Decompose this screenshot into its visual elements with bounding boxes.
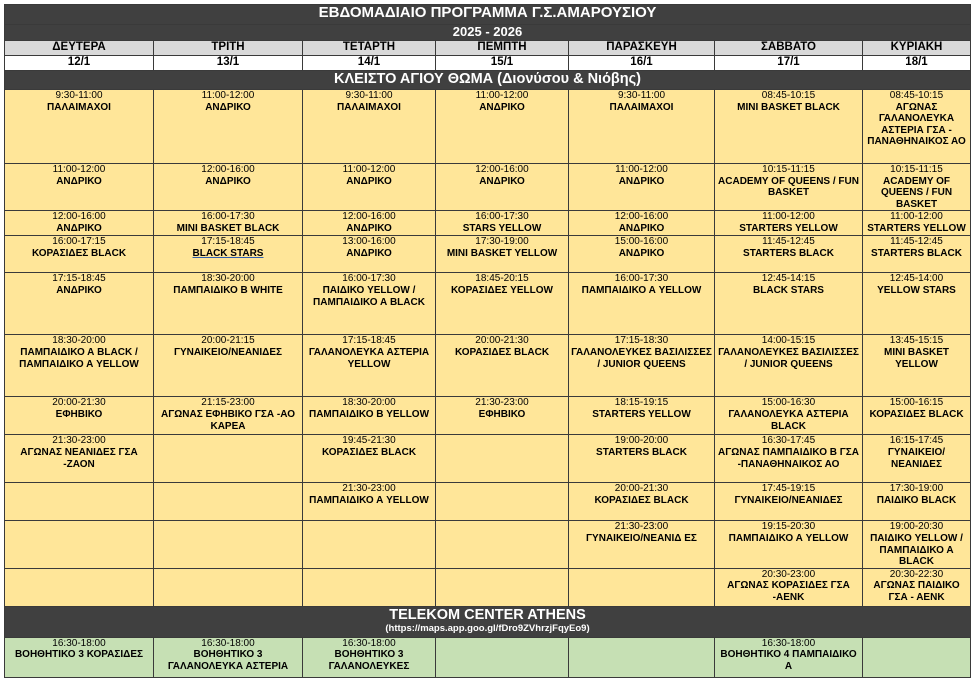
session-team: ΑΝΔΡΙΚΟ — [479, 101, 525, 113]
schedule-cell — [154, 90, 303, 164]
schedule-cell — [715, 568, 863, 606]
session-team: ΑΝΔΡΙΚΟ — [205, 175, 251, 187]
session-time: 11:00-12:00 — [890, 211, 943, 223]
schedule-cell — [569, 568, 715, 606]
schedule-cell — [569, 273, 715, 335]
session-time: 08:45-10:15 — [761, 90, 816, 101]
schedule-cell — [5, 273, 154, 335]
session-time: 20:30-22:30 — [889, 568, 944, 580]
venue-header-agios-thomas: ΚΛΕΙΣΤΟ ΑΓΙΟΥ ΘΩΜΑ (Διονύσου & Νιόβης) — [5, 71, 971, 90]
schedule-row — [5, 397, 971, 435]
session-team: ACADEMY OF QUEENS / FUN BASKET — [718, 175, 859, 199]
session-time: 16:00-17:15 — [52, 236, 106, 248]
session-time: 16:00-17:30 — [201, 211, 255, 223]
session-time: 12:00-16:00 — [614, 211, 669, 223]
schedule-cell — [154, 164, 303, 211]
session-team: STARTERS YELLOW — [592, 408, 691, 420]
session-team: ΓΥΝΑΙΚΕΙΟ/ΝΕΑΝΙΔΕΣ — [173, 346, 283, 358]
session-time: 16:15-17:45 — [889, 435, 944, 447]
schedule-cell — [569, 236, 715, 273]
session-team: STARTERS BLACK — [871, 247, 962, 259]
day-header: ΤΕΤΑΡΤΗ — [303, 41, 436, 56]
session-team: ΑΝΔΡΙΚΟ — [205, 101, 251, 113]
session-team: ΓΑΛΑΝΟΛΕΥΚΑ ΑΣΤΕΡΙΑ YELLOW — [308, 346, 430, 370]
schedule-cell — [569, 521, 715, 568]
session-team: ΠΑΛΑΙΜΑΧΟΙ — [337, 101, 401, 113]
session-team: ΠΑΜΠΑΙΔΙΚΟ Α YELLOW — [581, 284, 702, 296]
session-time: 11:00-12:00 — [52, 164, 106, 175]
session-team: ΓΑΛΑΝΟΛΕΥΚΑ ΑΣΤΕΡΙΑ BLACK — [728, 408, 849, 432]
session-team: ΑΝΔΡΙΚΟ — [346, 222, 392, 234]
schedule-cell — [154, 236, 303, 273]
session-time: 18:15-19:15 — [614, 397, 669, 409]
session-team: ΑΝΔΡΙΚΟ — [56, 222, 102, 234]
session-time: 16:30-18:00 — [342, 637, 396, 649]
session-team: ΒΟΗΘΗΤΙΚΟ 3 ΓΑΛΑΝΟΛΕΥΚΑ ΑΣΤΕΡΙΑ — [167, 649, 289, 672]
schedule-row — [5, 273, 971, 335]
session-time: 19:00-20:00 — [614, 435, 669, 447]
session-team: ΓΑΛΑΝΟΛΕΥΚΕΣ ΒΑΣΙΛΙΣΣΕΣ / JUNIOR QUEENS — [571, 346, 712, 370]
schedule-cell — [154, 335, 303, 397]
session-team: ΑΝΔΡΙΚΟ — [56, 175, 102, 187]
schedule-cell — [715, 236, 863, 273]
session-team: ΓΥΝΑΙΚΕΙΟ/ΝΕΑΝΙΔΕΣ — [887, 446, 946, 470]
schedule-row — [5, 236, 971, 273]
session-team: MINI BASKET YELLOW — [884, 346, 949, 370]
session-time: 21:15-23:00 — [201, 397, 255, 409]
session-team: MINI BASKET BLACK — [176, 222, 280, 234]
session-time: 9:30-11:00 — [617, 90, 666, 101]
session-time: 12:00-16:00 — [342, 211, 396, 223]
session-time: 20:00-21:15 — [201, 335, 255, 347]
schedule-row — [5, 521, 971, 568]
session-time: 18:30-20:00 — [342, 397, 396, 409]
session-time: 21:30-23:00 — [52, 435, 106, 447]
session-team: STARTERS YELLOW — [739, 222, 838, 234]
session-time: 17:15-18:30 — [614, 335, 669, 347]
session-time: 16:30-17:45 — [761, 435, 816, 447]
schedule-cell — [863, 521, 971, 568]
day-header: ΣΑΒΒΑΤΟ — [715, 41, 863, 56]
schedule-cell — [863, 273, 971, 335]
session-time: 20:00-21:30 — [614, 483, 669, 495]
schedule-cell — [5, 90, 154, 164]
session-time: 17:45-19:15 — [761, 483, 816, 495]
schedule-cell — [154, 397, 303, 435]
session-time: 13:45-15:15 — [889, 335, 944, 347]
session-time: 11:00-12:00 — [475, 90, 529, 101]
schedule-cell — [436, 164, 569, 211]
schedule-cell — [303, 521, 436, 568]
schedule-cell — [154, 211, 303, 236]
session-time: 19:15-20:30 — [761, 521, 816, 533]
session-time: 12:45-14:00 — [889, 273, 944, 285]
schedule-row — [5, 164, 971, 211]
session-time: 9:30-11:00 — [345, 90, 393, 101]
schedule-cell — [303, 637, 436, 677]
session-team: ΑΓΩΝΑΣ ΕΦΗΒΙΚΟ ΓΣΑ -ΑΟ ΚΑΡΕΑ — [161, 408, 295, 432]
session-team: ΚΟΡΑΣΙΔΕΣ BLACK — [594, 494, 689, 506]
session-time: 11:00-12:00 — [762, 211, 815, 223]
day-header: ΤΡΙΤΗ — [154, 41, 303, 56]
session-time: 18:45-20:15 — [475, 273, 529, 285]
session-team: ΑΝΔΡΙΚΟ — [618, 175, 665, 187]
schedule-cell — [5, 397, 154, 435]
schedule-cell — [303, 90, 436, 164]
schedule-cell — [715, 435, 863, 483]
session-team: ΚΟΡΑΣΙΔΕΣ BLACK — [321, 446, 417, 458]
schedule-row — [5, 483, 971, 521]
day-header: ΠΑΡΑΣΚΕΥΗ — [569, 41, 715, 56]
session-team: STARTERS BLACK — [743, 247, 834, 259]
session-team: ΑΝΔΡΙΚΟ — [618, 247, 665, 259]
session-team: BLACK STARS — [192, 247, 264, 259]
schedule-cell — [5, 164, 154, 211]
schedule-cell — [715, 335, 863, 397]
schedule-cell — [715, 483, 863, 521]
schedule-cell — [154, 435, 303, 483]
day-header: ΔΕΥΤΕΡΑ — [5, 41, 154, 56]
session-team: ΠΑΜΠΑΙΔΙΚΟ Β YELLOW — [308, 408, 430, 420]
session-team: ΑΝΔΡΙΚΟ — [346, 175, 392, 187]
session-time: 17:30-19:00 — [475, 236, 529, 248]
session-time: 12:00-16:00 — [201, 164, 255, 175]
session-team: ΒΟΗΘΗΤΙΚΟ 3 ΓΑΛΑΝΟΛΕΥΚΕΣ — [328, 649, 410, 672]
date-header: 16/1 — [569, 56, 715, 71]
schedule-cell — [863, 637, 971, 677]
session-time: 11:45-12:45 — [890, 236, 943, 248]
date-header: 15/1 — [436, 56, 569, 71]
schedule-cell — [569, 637, 715, 677]
session-time: 19:00-20:30 — [889, 521, 944, 533]
schedule-cell — [303, 435, 436, 483]
session-team: YELLOW STARS — [877, 284, 956, 296]
session-team: ΠΑΜΠΑΙΔΙΚΟ Α YELLOW — [309, 494, 429, 506]
session-time: 16:30-18:00 — [52, 637, 106, 649]
session-time: 18:30-20:00 — [52, 335, 106, 347]
date-header: 13/1 — [154, 56, 303, 71]
session-time: 12:00-16:00 — [475, 164, 529, 175]
session-time: 17:15-18:45 — [342, 335, 396, 347]
session-team: STARTERS BLACK — [596, 446, 687, 458]
schedule-cell — [715, 211, 863, 236]
schedule-cell — [436, 568, 569, 606]
session-team: MINI BASKET BLACK — [737, 101, 840, 113]
schedule-cell — [863, 211, 971, 236]
schedule-cell — [5, 637, 154, 677]
schedule-cell — [436, 335, 569, 397]
session-time: 17:30-19:00 — [889, 483, 944, 495]
session-team: ΑΝΔΡΙΚΟ — [346, 247, 392, 259]
session-team: ΠΑΛΑΙΜΑΧΟΙ — [609, 101, 674, 113]
session-team: ΒΟΗΘΗΤΙΚΟ 3 ΚΟΡΑΣΙΔΕΣ — [14, 649, 144, 661]
schedule-cell — [154, 521, 303, 568]
session-time: 11:00-12:00 — [615, 164, 668, 175]
schedule-cell — [863, 397, 971, 435]
session-team: ΓΥΝΑΙΚΕΙΟ/ΝΕΑΝΙΔΕΣ — [734, 494, 843, 506]
schedule-cell — [303, 483, 436, 521]
session-time: 18:30-20:00 — [201, 273, 255, 285]
schedule-cell — [303, 164, 436, 211]
session-team: ΓΥΝΑΙΚΕΙΟ/ΝΕΑΝΙΔ ΕΣ — [586, 532, 697, 544]
schedule-cell — [436, 483, 569, 521]
weekly-schedule-table — [4, 4, 971, 678]
session-time: 21:30-23:00 — [342, 483, 396, 495]
session-time: 11:00-12:00 — [201, 90, 255, 101]
schedule-cell — [569, 90, 715, 164]
session-team: ΑΓΩΝΑΣ ΠΑΜΠΑΙΔΙΚΟ Β ΓΣΑ -ΠΑΝΑΘΗΝΑΙΚΟΣ ΑΟ — [718, 446, 859, 470]
schedule-cell — [5, 335, 154, 397]
schedule-cell — [5, 435, 154, 483]
session-time: 15:00-16:15 — [889, 397, 944, 409]
schedule-cell — [154, 568, 303, 606]
schedule-cell — [436, 90, 569, 164]
schedule-row — [5, 568, 971, 606]
session-time: 16:00-17:30 — [614, 273, 669, 285]
session-team: ΚΟΡΑΣΙΔΕΣ BLACK — [31, 247, 127, 259]
schedule-cell — [436, 236, 569, 273]
schedule-cell — [303, 273, 436, 335]
session-time: 08:45-10:15 — [889, 90, 944, 101]
session-team: ΠΑΛΑΙΜΑΧΟΙ — [47, 101, 111, 113]
session-time: 15:00-16:00 — [614, 236, 669, 248]
schedule-row — [5, 211, 971, 236]
venue-header-telekom — [5, 606, 971, 637]
session-time: 21:30-23:00 — [475, 397, 529, 409]
schedule-cell — [863, 236, 971, 273]
schedule-row — [5, 637, 971, 677]
date-header: 17/1 — [715, 56, 863, 71]
session-time: 20:00-21:30 — [475, 335, 529, 347]
schedule-cell — [154, 637, 303, 677]
session-team: ΑΓΩΝΑΣ ΠΑΙΔΙΚΟ ΓΣΑ - ΑΕΝΚ — [873, 580, 960, 603]
session-time: 15:00-16:30 — [761, 397, 816, 409]
schedule-cell — [715, 397, 863, 435]
schedule-cell — [569, 435, 715, 483]
schedule-cell — [5, 521, 154, 568]
session-time: 11:00-12:00 — [342, 164, 396, 175]
session-time: 9:30-11:00 — [55, 90, 103, 101]
session-team: ΠΑΜΠΑΙΔΙΚΟ Α BLACK / ΠΑΜΠΑΙΔΙΚΟ Α YELLOW — [19, 346, 139, 370]
session-team: ΑΓΩΝΑΣ ΓΑΛΑΝΟΛΕΥΚΑ ΑΣΤΕΡΙΑ ΓΣΑ - ΠΑΝΑΘΗΝΑΙΚΟΣ ΑΟ — [867, 101, 966, 148]
session-team: ΕΦΗΒΙΚΟ — [478, 408, 526, 420]
session-time: 20:00-21:30 — [52, 397, 106, 409]
session-team: ΚΟΡΑΣΙΔΕΣ BLACK — [869, 408, 964, 420]
session-time: 19:45-21:30 — [342, 435, 396, 447]
schedule-cell — [5, 211, 154, 236]
schedule-cell — [303, 236, 436, 273]
schedule-cell — [715, 637, 863, 677]
schedule-cell — [303, 568, 436, 606]
session-team: ΑΝΔΡΙΚΟ — [56, 284, 102, 296]
schedule-cell — [303, 335, 436, 397]
session-time: 16:00-17:30 — [342, 273, 396, 285]
session-team: STARS YELLOW — [462, 222, 542, 234]
schedule-cell — [569, 397, 715, 435]
season-label: 2025 - 2026 — [5, 25, 971, 41]
schedule-cell — [569, 211, 715, 236]
session-time: 17:15-18:45 — [201, 236, 255, 248]
session-team: ΚΟΡΑΣΙΔΕΣ BLACK — [454, 346, 550, 358]
schedule-row — [5, 90, 971, 164]
schedule-cell — [863, 435, 971, 483]
session-team: ΕΦΗΒΙΚΟ — [55, 408, 103, 420]
schedule-cell — [436, 435, 569, 483]
schedule-cell — [715, 90, 863, 164]
schedule-cell — [5, 483, 154, 521]
date-header: 18/1 — [863, 56, 971, 71]
schedule-cell — [863, 568, 971, 606]
session-team: ΠΑΙΔΙΚΟ BLACK — [876, 494, 957, 506]
day-header: ΠΕΜΠΤΗ — [436, 41, 569, 56]
schedule-row — [5, 335, 971, 397]
session-time: 12:45-14:15 — [761, 273, 816, 285]
session-time: 10:15-11:15 — [762, 164, 815, 175]
session-team: ΠΑΜΠΑΙΔΙΚΟ Α YELLOW — [728, 532, 849, 544]
session-team: ΑΓΩΝΑΣ ΝΕΑΝΙΔΕΣ ΓΣΑ -ΖΑΟΝ — [20, 446, 138, 470]
schedule-cell — [863, 164, 971, 211]
schedule-cell — [863, 90, 971, 164]
schedule-cell — [569, 483, 715, 521]
session-time: 16:30-18:00 — [201, 637, 255, 649]
session-team: MINI BASKET YELLOW — [446, 247, 558, 259]
schedule-cell — [569, 164, 715, 211]
session-time: 13:00-16:00 — [342, 236, 396, 248]
session-time: 12:00-16:00 — [52, 211, 106, 223]
session-team: ΠΑΙΔΙΚΟ YELLOW / ΠΑΜΠΑΙΔΙΚΟ Α BLACK — [870, 532, 963, 568]
date-header: 14/1 — [303, 56, 436, 71]
schedule-cell — [863, 483, 971, 521]
session-team: ΑΓΩΝΑΣ ΚΟΡΑΣΙΔΕΣ ΓΣΑ -ΑΕΝΚ — [727, 580, 850, 603]
session-team: ΓΑΛΑΝΟΛΕΥΚΕΣ ΒΑΣΙΛΙΣΣΕΣ / JUNIOR QUEENS — [718, 346, 859, 370]
date-header: 12/1 — [5, 56, 154, 71]
schedule-cell — [154, 273, 303, 335]
session-team: ACADEMY OF QUEENS / FUN BASKET — [880, 175, 953, 210]
schedule-cell — [715, 521, 863, 568]
session-time: 21:30-23:00 — [614, 521, 669, 533]
schedule-title: ΕΒΔΟΜΑΔΙΑΙΟ ΠΡΟΓΡΑΜΜΑ Γ.Σ.ΑΜΑΡΟΥΣΙΟΥ — [5, 5, 971, 25]
session-team: ΠΑΙΔΙΚΟ YELLOW / ΠΑΜΠΑΙΔΙΚΟ Α BLACK — [313, 284, 425, 308]
session-time: 17:15-18:45 — [52, 273, 106, 285]
day-header: ΚΥΡΙΑΚΗ — [863, 41, 971, 56]
schedule-cell — [715, 164, 863, 211]
session-time: 10:15-11:15 — [890, 164, 943, 175]
session-team: ΒΟΗΘΗΤΙΚΟ 4 ΠΑΜΠΑΙΔΙΚΟ Α — [720, 649, 857, 672]
schedule-cell — [436, 273, 569, 335]
schedule-cell — [5, 568, 154, 606]
session-team: STARTERS YELLOW — [867, 222, 966, 234]
schedule-row — [5, 435, 971, 483]
schedule-cell — [436, 397, 569, 435]
session-time: 14:00-15:15 — [761, 335, 816, 347]
session-time: 20:30-23:00 — [761, 568, 816, 580]
schedule-cell — [436, 521, 569, 568]
session-team: BLACK STARS — [753, 284, 824, 296]
schedule-cell — [303, 397, 436, 435]
session-team: ΚΟΡΑΣΙΔΕΣ YELLOW — [451, 284, 553, 296]
schedule-cell — [303, 211, 436, 236]
schedule-cell — [154, 483, 303, 521]
session-team: ΑΝΔΡΙΚΟ — [479, 175, 525, 187]
session-time: 16:30-18:00 — [761, 637, 816, 649]
schedule-cell — [5, 236, 154, 273]
venue-name: TELEKOM CENTER ATHENS — [389, 606, 586, 623]
schedule-cell — [436, 211, 569, 236]
schedule-cell — [569, 335, 715, 397]
session-time: 16:00-17:30 — [475, 211, 529, 223]
schedule-cell — [863, 335, 971, 397]
venue-map-link[interactable]: (https://maps.app.goo.gl/fDro9ZVhrzjFqyEo9) — [385, 622, 590, 634]
schedule-cell — [436, 637, 569, 677]
session-team: ΠΑΜΠΑΙΔΙΚΟ Β WHITE — [173, 284, 283, 296]
session-team: ΑΝΔΡΙΚΟ — [618, 222, 665, 234]
session-time: 11:45-12:45 — [762, 236, 815, 248]
schedule-cell — [715, 273, 863, 335]
